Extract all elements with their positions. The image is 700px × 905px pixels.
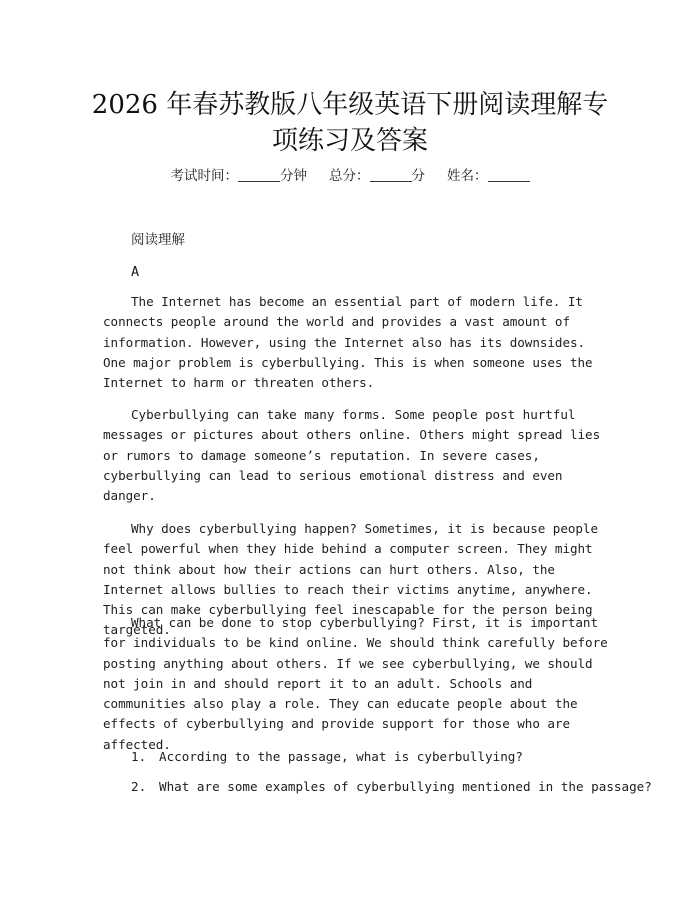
exam-score-blank — [370, 167, 412, 182]
exam-time-blank — [238, 167, 280, 182]
exam-score-unit: 分 — [411, 168, 425, 184]
section-heading: 阅读理解 — [131, 232, 185, 248]
question-1 — [131, 747, 631, 767]
question-2-text: What are some examples of cyberbullying mentioned in the passage? — [159, 779, 652, 794]
passage-paragraph-2: Cyberbullying can take many forms. Some people post hurtful messages or pictures about others online. Others might spread lies or rumors to damage someone’s reputation. In severe cases, cyberbullying can lead to serious emotional distress and even danger. — [103, 407, 601, 504]
exam-name-label: 姓名： — [447, 168, 488, 184]
exam-time-label: 考试时间： — [170, 168, 238, 184]
exam-score-field — [329, 168, 425, 184]
exam-name-blank — [488, 167, 530, 182]
exam-score-label: 总分： — [329, 168, 370, 184]
question-1-number: 1. — [131, 749, 147, 764]
question-2-number: 2. — [131, 779, 147, 794]
document-title-line-1: 2026 年春苏教版八年级英语下册阅读理解专 — [91, 90, 609, 120]
part-label: A — [131, 264, 140, 280]
exam-time-field — [171, 168, 308, 184]
question-1-text: According to the passage, what is cyberbullying? — [159, 749, 523, 764]
exam-name-field — [447, 168, 530, 184]
exam-info — [0, 166, 700, 186]
exam-time-unit: 分钟 — [280, 168, 307, 184]
passage-paragraph-4: What can be done to stop cyberbullying? First, it is important for individuals to be kind online. We should think carefully before posting anything about others. If we see cyberbullying, we should not join in and should report it to an adult. Schools and communities also play a role. They can educate people about the effects of cyberbullying and provide support for those who are affected. — [103, 615, 608, 752]
passage-paragraph-3: Why does cyberbullying happen? Sometimes, it is because people feel powerful when they hide behind a computer screen. They might not think about how their actions can hurt others. Also, the Internet allows bullies to reach their victims anytime, anywhere. This can make cyberbullying feel inescapable for the person being targeted. — [103, 521, 598, 638]
passage-paragraph-1: The Internet has become an essential part of modern life. It connects people around the world and provides a vast amount of information. However, using the Internet also has its downsides. One major problem is cyberbullying. This is when someone uses the Internet to harm or threaten others. — [103, 294, 593, 391]
document-title-line-2: 项练习及答案 — [271, 126, 428, 156]
question-2 — [131, 777, 652, 797]
